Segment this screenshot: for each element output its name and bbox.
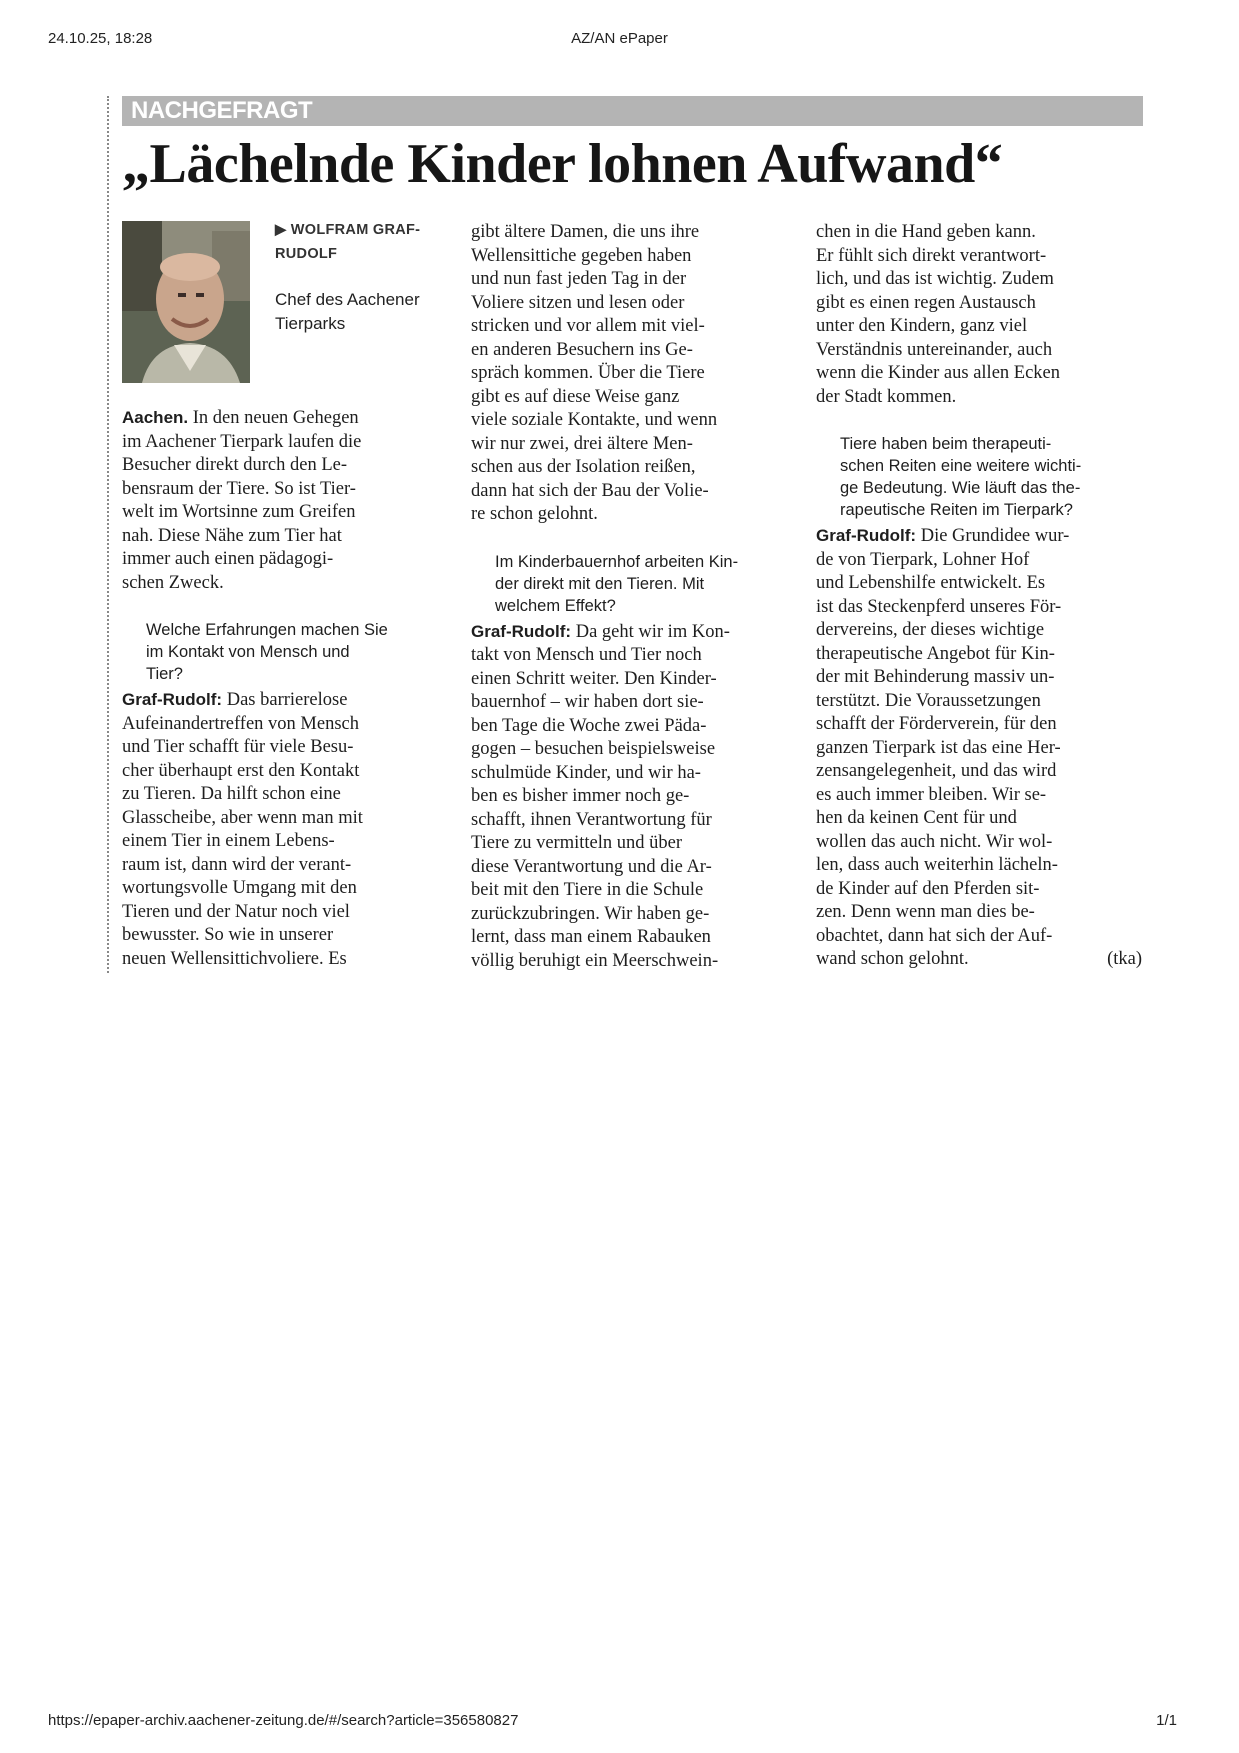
question-1 — [122, 619, 444, 685]
text-line: ganzen Tierpark ist das eine Her- — [816, 737, 1061, 758]
kicker-bar — [122, 96, 1143, 126]
text-line: stricken und vor allem mit viel- — [471, 316, 705, 336]
text-line: einen Schritt weiter. Den Kinder- — [471, 668, 717, 689]
text-line: nah. Diese Nähe zum Tier hat — [122, 525, 342, 546]
answer-1-continued — [471, 221, 797, 527]
text-line: schulmüde Kinder, und wir ha- — [471, 762, 701, 783]
text-line: dann hat sich der Bau der Volie- — [471, 480, 709, 501]
text-line: schafft, ihnen Verantwortung für — [471, 809, 712, 830]
text-line: der Stadt kommen. — [816, 386, 957, 407]
text-line: viele soziale Kontakte, und wenn — [471, 410, 718, 430]
question-line: welchem Effekt? — [495, 596, 616, 615]
text-line: Glasscheibe, aber wenn man mit — [122, 807, 363, 828]
article-column-3 — [816, 221, 1142, 972]
text-line: es auch immer bleiben. Wir se- — [816, 784, 1047, 805]
text-line: ist das Steckenpferd unseres För- — [816, 596, 1062, 617]
answer-3 — [816, 549, 1142, 949]
text-line: immer auch einen pädagogi- — [122, 549, 334, 569]
answer-1-first-line — [122, 688, 444, 713]
text-line: gibt es auf diese Weise ganz — [471, 386, 680, 407]
text-line: therapeutische Angebot für Kin- — [816, 643, 1055, 664]
text-line: wollen das auch nicht. Wir wol- — [816, 831, 1053, 852]
author-name-line-2: RUDOLF — [275, 246, 338, 262]
author-role-line-1: Chef des Aachener — [275, 290, 420, 309]
text-line: ben Tage die Woche zwei Päda- — [471, 715, 707, 736]
text-line: schafft der Förderverein, für den — [816, 714, 1057, 734]
answer-2 — [471, 644, 797, 973]
author-name — [275, 218, 445, 266]
question-line: der direkt mit den Tieren. Mit — [495, 574, 705, 593]
answer-2-first-line — [471, 620, 797, 645]
text-line: gogen – besuchen beispielsweise — [471, 739, 716, 759]
text-line: bensraum der Tiere. So ist Tier- — [122, 478, 356, 499]
speaker-label: Graf-Rudolf: — [816, 526, 917, 545]
text-line: cher überhaupt erst den Kontakt — [122, 760, 360, 781]
author-photo — [122, 221, 250, 383]
text-line: völlig beruhigt ein Meerschwein- — [471, 950, 719, 971]
answer-2-first-line-text: Da geht wir im Kon- — [575, 621, 730, 642]
text-line: lernt, dass man einem Rabauken — [471, 927, 711, 947]
article-column-1 — [122, 406, 444, 971]
text-line: len, dass auch weiterhin lächeln- — [816, 855, 1058, 875]
text-line: lich, und das ist wichtig. Zudem — [816, 269, 1054, 289]
answer-2-continued — [816, 221, 1142, 409]
text-line: und nun fast jeden Tag in der — [471, 269, 687, 289]
question-line: Tier? — [146, 665, 183, 683]
question-line: Im Kinderbauernhof arbeiten Kin- — [495, 552, 739, 571]
text-line: Aufeinandertreffen von Mensch — [122, 713, 359, 734]
article-column-2 — [471, 221, 797, 973]
text-line: de von Tierpark, Lohner Hof — [816, 549, 1030, 570]
question-line: Tiere haben beim therapeuti- — [840, 435, 1052, 453]
text-line: wenn die Kinder aus allen Ecken — [816, 363, 1061, 383]
dateline: Aachen. — [122, 408, 189, 427]
text-line: ben es bisher immer noch ge- — [471, 786, 690, 806]
question-line: Welche Erfahrungen machen Sie — [146, 621, 388, 639]
text-line: beit mit den Tiere in die Schule — [471, 880, 704, 900]
author-role-line-2: Tierparks — [275, 314, 346, 333]
article-headline: „Lächelnde Kinder lohnen Aufwand“ — [122, 133, 1003, 195]
text-line: bewusster. So wie in unserer — [122, 925, 334, 945]
text-line: einem Tier in einem Lebens- — [122, 831, 335, 851]
text-line: chen in die Hand geben kann. — [816, 222, 1036, 242]
text-line: und Tier schafft für viele Besu- — [122, 737, 354, 757]
author-role — [275, 288, 455, 336]
question-3 — [816, 433, 1142, 521]
text-line: wortungsvolle Umgang mit den — [122, 878, 357, 898]
question-2 — [471, 551, 797, 617]
text-line: obachtet, dann hat sich der Auf- — [816, 925, 1053, 946]
answer-3-first-line — [816, 524, 1142, 549]
text-line: Voliere sitzen und lesen oder — [471, 292, 685, 313]
question-line: schen Reiten eine weitere wichti- — [840, 457, 1082, 475]
text-line: gibt ältere Damen, die uns ihre — [471, 222, 700, 242]
print-timestamp: 24.10.25, 18:28 — [48, 30, 153, 47]
text-line: neuen Wellensittichvoliere. Es — [122, 948, 347, 969]
text-line: Er fühlt sich direkt verantwort- — [816, 245, 1047, 266]
answer-1 — [122, 713, 444, 972]
text-line: Verständnis untereinander, auch — [816, 339, 1053, 360]
text-line: diese Verantwortung und die Ar- — [471, 856, 712, 877]
text-line: unter den Kindern, ganz viel — [816, 316, 1028, 336]
text-line: gibt es einen regen Austausch — [816, 292, 1036, 313]
author-signature: (tka) — [1107, 949, 1142, 969]
text-line: wir nur zwei, drei ältere Men- — [471, 433, 693, 454]
speaker-label: Graf-Rudolf: — [122, 690, 223, 709]
text-line: der mit Behinderung massiv un- — [816, 667, 1055, 687]
text-line: terstützt. Die Voraussetzungen — [816, 690, 1041, 711]
intro-first-line — [122, 406, 444, 431]
text-line: Tiere zu vermitteln und über — [471, 833, 682, 853]
text-line: bauernhof – wir haben dort sie- — [471, 692, 704, 712]
print-url: https://epaper-archiv.aachener-zeitung.de/#/search?article=356580827 — [48, 1712, 519, 1729]
text-line: raum ist, dann wird der verant- — [122, 854, 352, 875]
text-line: Wellensittiche gegeben haben — [471, 245, 692, 266]
text-line: hen da keinen Cent für und — [816, 808, 1017, 828]
intro-first-line-text: In den neuen Gehegen — [192, 408, 359, 428]
answer-3-first-line-text: Die Grundidee wur- — [920, 526, 1070, 546]
kicker-label: NACHGEFRAGT — [131, 97, 313, 124]
question-line: im Kontakt von Mensch und — [146, 643, 350, 661]
intro-paragraph — [122, 431, 444, 596]
author-name-line-1: ▶ WOLFRAM GRAF- — [275, 222, 421, 238]
speaker-label: Graf-Rudolf: — [471, 621, 572, 641]
answer-1-first-line-text: Das barrierelose — [226, 690, 348, 710]
text-line: zensangelegenheit, und das wird — [816, 761, 1057, 781]
question-line: ge Bedeutung. Wie läuft das the- — [840, 479, 1081, 497]
question-line: rapeutische Reiten im Tierpark? — [840, 501, 1073, 519]
print-page-title: AZ/AN ePaper — [571, 30, 668, 47]
closing-line-text: wand schon gelohnt. — [816, 949, 969, 969]
closing-line — [816, 948, 1142, 972]
text-line: dervereins, der dieses wichtige — [816, 620, 1045, 640]
text-line: Besucher direkt durch den Le- — [122, 455, 347, 475]
text-line: de Kinder auf den Pferden sit- — [816, 878, 1040, 899]
text-line: spräch kommen. Über die Tiere — [471, 363, 705, 383]
text-line: welt im Wortsinne zum Greifen — [122, 502, 356, 522]
text-line: en anderen Besuchern ins Ge- — [471, 339, 693, 360]
text-line: zen. Denn wenn man dies be- — [816, 902, 1035, 922]
text-line: zu Tieren. Da hilft schon eine — [122, 784, 341, 804]
column-divider — [107, 96, 109, 973]
text-line: takt von Mensch und Tier noch — [471, 645, 702, 665]
print-page-count: 1/1 — [1156, 1712, 1177, 1729]
text-line: schen aus der Isolation reißen, — [471, 457, 696, 477]
portrait-image — [122, 221, 250, 383]
text-line: zurückzubringen. Wir haben ge- — [471, 903, 710, 924]
text-line: im Aachener Tierpark laufen die — [122, 431, 362, 452]
text-line: Tieren und der Natur noch viel — [122, 901, 350, 922]
text-line: und Lebenshilfe entwickelt. Es — [816, 573, 1046, 593]
text-line: re schon gelohnt. — [471, 504, 598, 524]
text-line: schen Zweck. — [122, 572, 224, 593]
